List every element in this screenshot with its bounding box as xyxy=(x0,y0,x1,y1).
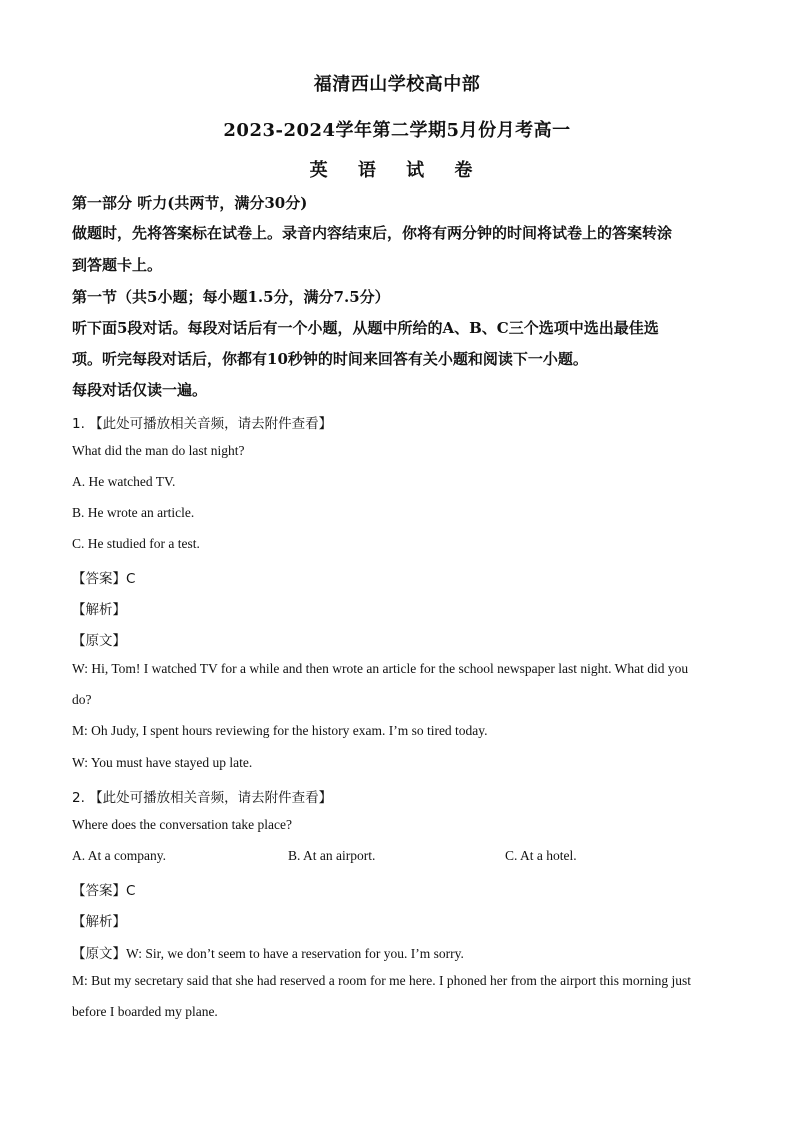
q1-option-a: A. He watched TV. xyxy=(72,474,176,489)
direction-line-3: 每段对话仅读一遍。 xyxy=(72,381,208,399)
q1-transcript-line-1b: do? xyxy=(72,692,92,707)
q2-transcript-line-2b: before I boarded my plane. xyxy=(72,1004,218,1019)
direction-line-2: 项。听完每段对话后，你都有10秒钟的时间来回答有关小题和阅读下一小题。 xyxy=(72,350,588,368)
q2-analysis-label: 【解析】 xyxy=(72,914,126,930)
q2-option-b: B. At an airport. xyxy=(288,848,376,863)
q1-option-c: C. He studied for a test. xyxy=(72,536,200,551)
section1-heading: 第一节（共5小题；每小题1.5分，满分7.5分） xyxy=(72,288,390,306)
q1-transcript-line-1a: W: Hi, Tom! I watched TV for a while and then wrote an article for the school newspaper last night. What did you xyxy=(72,661,689,676)
q1-option-b: B. He wrote an article. xyxy=(72,505,195,520)
part1-heading: 第一部分 听力(共两节，满分30分) xyxy=(72,194,308,212)
q1-analysis-label: 【解析】 xyxy=(72,602,126,618)
q2-audio-note: 2. 【此处可播放相关音频，请去附件查看】 xyxy=(72,790,333,806)
subject-title: 英 语 试 卷 xyxy=(309,160,485,181)
q1-answer: 【答案】C xyxy=(72,571,136,587)
exam-title: 2023-2024学年第二学期5月份月考高一 xyxy=(223,120,571,141)
q2-question: Where does the conversation take place? xyxy=(72,817,293,832)
q2-option-a: A. At a company. xyxy=(72,848,166,863)
school-title: 福清西山学校高中部 xyxy=(313,74,481,95)
q1-question: What did the man do last night? xyxy=(72,443,245,458)
direction-line-1: 听下面5段对话。每段对话后有一个小题，从题中所给的A、B、C三个选项中选出最佳选 xyxy=(72,319,659,337)
instruction-line-2: 到答题卡上。 xyxy=(72,256,163,274)
q1-transcript-line-3: W: You must have stayed up late. xyxy=(72,755,253,770)
q2-option-c: C. At a hotel. xyxy=(505,848,577,863)
instruction-line-1: 做题时，先将答案标在试卷上。录音内容结束后，你将有两分钟的时间将试卷上的答案转涂 xyxy=(72,224,673,242)
q2-transcript-line-1: 【原文】W: Sir, we don’t seem to have a reservation for you. I’m sorry. xyxy=(72,946,464,961)
q2-answer: 【答案】C xyxy=(72,883,136,899)
q2-transcript-line-2a: M: But my secretary said that she had reserved a room for me here. I phoned her from the airport this morning just xyxy=(72,973,691,988)
q1-transcript-line-2: M: Oh Judy, I spent hours reviewing for the history exam. I’m so tired today. xyxy=(72,723,488,738)
q1-audio-note: 1. 【此处可播放相关音频，请去附件查看】 xyxy=(72,416,333,432)
q1-original-label: 【原文】 xyxy=(72,633,126,649)
